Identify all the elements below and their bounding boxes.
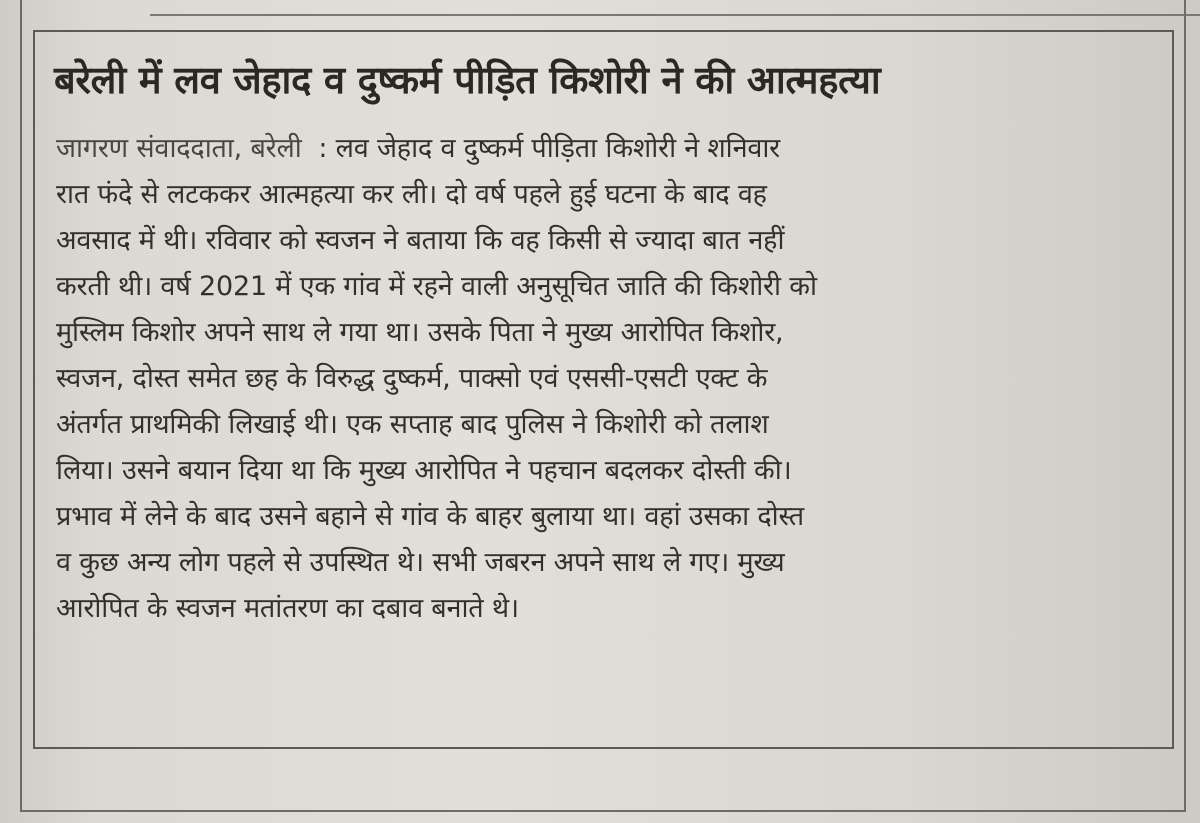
body-line-7: अंतर्गत प्राथमिकी लिखाई थी। एक सप्ताह बाद पुलिस ने किशोरी को तलाश bbox=[56, 409, 769, 440]
body-line-10: व कुछ अन्य लोग पहले से उपस्थित थे। सभी जबरन अपने साथ ले गए। मुख्य bbox=[56, 547, 785, 578]
body-line-1 bbox=[56, 126, 1156, 172]
body-line-5: मुस्लिम किशोर अपने साथ ले गया था। उसके पिता ने मुख्य आरोपित किशोर, bbox=[56, 317, 784, 348]
body-line-4: करती थी। वर्ष 2021 में एक गांव में रहने वाली अनुसूचित जाति की किशोरी को bbox=[56, 271, 817, 302]
article-byline: जागरण संवाददाता, बरेली bbox=[56, 133, 302, 164]
body-line-6: स्वजन, दोस्त समेत छह के विरुद्ध दुष्कर्म, पाक्सो एवं एससी-एसटी एक्ट के bbox=[56, 363, 768, 394]
body-line-8: लिया। उसने बयान दिया था कि मुख्य आरोपित ने पहचान बदलकर दोस्ती की। bbox=[56, 455, 792, 486]
article-headline: बरेली में लव जेहाद व दुष्कर्म पीड़ित किशोरी ने की आत्महत्या bbox=[54, 58, 881, 102]
body-line-1-text: : लव जेहाद व दुष्कर्म पीड़िता किशोरी ने शनिवार bbox=[318, 133, 781, 164]
body-line-11: आरोपित के स्वजन मतांतरण का दबाव बनाते थे। bbox=[56, 593, 519, 624]
body-line-3: अवसाद में थी। रविवार को स्वजन ने बताया कि वह किसी से ज्यादा बात नहीं bbox=[56, 225, 785, 256]
article-body bbox=[56, 126, 1156, 632]
body-line-2: रात फंदे से लटककर आत्महत्या कर ली। दो वर्ष पहले हुई घटना के बाद वह bbox=[56, 179, 767, 210]
body-line-9: प्रभाव में लेने के बाद उसने बहाने से गांव के बाहर बुलाया था। वहां उसका दोस्त bbox=[56, 501, 804, 532]
